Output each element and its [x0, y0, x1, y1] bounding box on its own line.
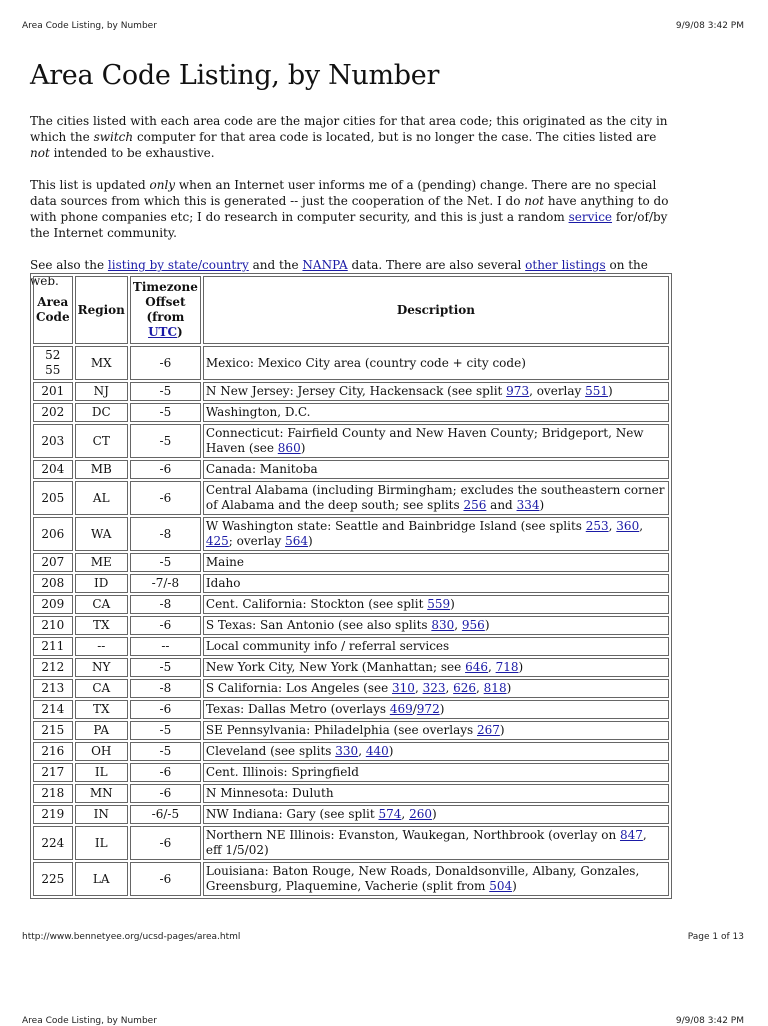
header-timezone: Timezone Offset (from UTC) — [130, 276, 201, 344]
description-cell — [203, 721, 669, 740]
timezone-cell: -8 — [130, 679, 201, 698]
region-cell: DC — [75, 403, 128, 422]
description-text: SE Pennsylvania: Philadelphia (see overlays — [205, 723, 477, 737]
intro-paragraph-1: The cities listed with each area code are the major cities for that area code; this originated as the city in which the switch computer for that area code is located, but is no longer the case. The cities listed are not intended to be exhaustive. — [30, 114, 668, 160]
description-cell — [203, 616, 669, 635]
region-cell: PA — [75, 721, 128, 740]
area-code-link[interactable]: 718 — [495, 660, 519, 674]
timezone-cell: -6 — [130, 784, 201, 803]
print-header-datetime: 9/9/08 3:42 PM — [675, 21, 744, 31]
page-title: Area Code Listing, by Number — [30, 60, 440, 91]
description-text: Local community info / referral services — [205, 639, 450, 653]
area-code-link[interactable]: 559 — [427, 597, 451, 611]
area-code-cell: 201 — [33, 382, 73, 401]
table-body — [33, 346, 669, 896]
area-code-link[interactable]: 626 — [453, 681, 477, 695]
area-code-cell: 206 — [33, 517, 73, 551]
area-code-cell: 209 — [33, 595, 73, 614]
description-text: ) — [450, 597, 455, 611]
area-code-link[interactable]: 551 — [585, 384, 609, 398]
description-text: ) — [308, 534, 313, 548]
area-code-link[interactable]: 360 — [616, 519, 640, 533]
description-text: S Texas: San Antonio (see also splits — [205, 618, 432, 632]
description-text: , — [639, 519, 644, 533]
description-cell — [203, 553, 669, 572]
area-code-cell: 52 55 — [33, 346, 73, 380]
area-code-link[interactable]: 973 — [506, 384, 530, 398]
table-row — [33, 637, 669, 656]
area-code-link[interactable]: 956 — [461, 618, 485, 632]
timezone-cell: -6 — [130, 826, 201, 860]
timezone-cell: -6 — [130, 346, 201, 380]
region-cell: MX — [75, 346, 128, 380]
description-text: Cleveland (see splits — [205, 744, 336, 758]
description-text: , eff 1/5/02) — [205, 828, 647, 857]
region-cell: IL — [75, 826, 128, 860]
description-text: ; overlay — [228, 534, 286, 548]
timezone-cell: -5 — [130, 403, 201, 422]
description-text: ) — [431, 807, 437, 821]
area-code-link[interactable]: 972 — [416, 702, 440, 716]
table-row — [33, 805, 669, 824]
region-cell: -- — [75, 637, 128, 656]
area-code-cell: 225 — [33, 862, 73, 896]
description-text: ) — [539, 498, 545, 512]
area-code-cell: 214 — [33, 700, 73, 719]
description-text: New York City, New York (Manhattan; see — [205, 660, 466, 674]
timezone-cell: -- — [130, 637, 201, 656]
area-code-cell: 211 — [33, 637, 73, 656]
table-row — [33, 460, 669, 479]
description-cell — [203, 826, 669, 860]
timezone-cell: -7/-8 — [130, 574, 201, 593]
next-page-header-title: Area Code Listing, by Number — [22, 1016, 157, 1026]
region-cell: MN — [75, 784, 128, 803]
description-text: N Minnesota: Duluth — [205, 786, 334, 800]
area-code-cell: 204 — [33, 460, 73, 479]
table-row — [33, 763, 669, 782]
region-cell: NY — [75, 658, 128, 677]
description-cell — [203, 763, 669, 782]
description-cell — [203, 382, 669, 401]
area-code-link[interactable]: 440 — [365, 744, 389, 758]
area-code-link[interactable]: 334 — [516, 498, 540, 512]
area-code-cell: 205 — [33, 481, 73, 515]
table-row — [33, 721, 669, 740]
area-code-cell: 215 — [33, 721, 73, 740]
table-row — [33, 742, 669, 761]
table-row — [33, 403, 669, 422]
description-cell — [203, 658, 669, 677]
description-cell — [203, 424, 669, 458]
nanpa-link[interactable]: NANPA — [302, 258, 348, 272]
area-code-link[interactable]: 830 — [431, 618, 455, 632]
description-text: ) — [506, 681, 512, 695]
print-header — [22, 21, 744, 31]
area-code-link[interactable]: 330 — [335, 744, 359, 758]
description-text: ) — [388, 744, 394, 758]
area-code-cell: 210 — [33, 616, 73, 635]
description-text: , — [445, 681, 454, 695]
description-text: ) — [499, 723, 505, 737]
region-cell: CT — [75, 424, 128, 458]
description-text: ) — [300, 441, 306, 455]
table-row — [33, 679, 669, 698]
region-cell: CA — [75, 595, 128, 614]
description-text: , — [476, 681, 484, 695]
description-text: ) — [512, 879, 517, 893]
description-text: , — [414, 681, 423, 695]
description-text: ) — [518, 660, 524, 674]
description-text: Canada: Manitoba — [205, 462, 318, 476]
region-cell: ME — [75, 553, 128, 572]
description-text: NW Indiana: Gary (see split — [205, 807, 379, 821]
other-listings-link[interactable]: other listings — [525, 258, 606, 272]
description-text: , overlay — [529, 384, 586, 398]
timezone-cell: -8 — [130, 517, 201, 551]
area-code-link[interactable]: 469 — [389, 702, 413, 716]
description-cell — [203, 481, 669, 515]
table-row — [33, 424, 669, 458]
area-code-link[interactable]: 267 — [476, 723, 500, 737]
description-cell — [203, 862, 669, 896]
description-text: , — [608, 519, 617, 533]
area-code-cell: 217 — [33, 763, 73, 782]
description-cell — [203, 460, 669, 479]
description-text: Texas: Dallas Metro (overlays — [205, 702, 390, 716]
header-area-code: Area Code — [33, 276, 73, 344]
description-text: S California: Los Angeles (see — [205, 681, 393, 695]
next-page-header-datetime: 9/9/08 3:42 PM — [675, 1016, 744, 1026]
timezone-cell: -5 — [130, 658, 201, 677]
description-text: , — [487, 660, 496, 674]
timezone-cell: -6 — [130, 460, 201, 479]
area-code-link[interactable]: 847 — [619, 828, 643, 842]
description-cell — [203, 805, 669, 824]
description-text: ) — [439, 702, 445, 716]
description-cell — [203, 679, 669, 698]
description-text: , — [401, 807, 410, 821]
description-text: W Washington state: Seattle and Bainbridge Island (see splits — [205, 519, 586, 533]
timezone-cell: -6 — [130, 616, 201, 635]
description-text: Cent. California: Stockton (see split — [205, 597, 428, 611]
region-cell: ID — [75, 574, 128, 593]
next-page-header — [22, 1016, 744, 1026]
description-cell — [203, 637, 669, 656]
description-cell — [203, 517, 669, 551]
area-code-cell: 219 — [33, 805, 73, 824]
description-text: Mexico: Mexico City area (country code + city code) — [205, 355, 526, 370]
timezone-cell: -6 — [130, 481, 201, 515]
header-description: Description — [203, 276, 669, 344]
table-row — [33, 658, 669, 677]
description-text: , — [358, 744, 366, 758]
region-cell: WA — [75, 517, 128, 551]
area-code-cell: 224 — [33, 826, 73, 860]
timezone-cell: -6 — [130, 763, 201, 782]
table-row — [33, 616, 669, 635]
table-row — [33, 574, 669, 593]
area-code-cell: 208 — [33, 574, 73, 593]
timezone-cell: -5 — [130, 424, 201, 458]
description-text: ) — [484, 618, 490, 632]
area-code-link[interactable]: 646 — [465, 660, 488, 674]
region-cell: CA — [75, 679, 128, 698]
intro-paragraph-3: See also the listing by state/country and the NANPA data. There are also several other listings on the web. — [30, 258, 648, 288]
description-text: Louisiana: Baton Rouge, New Roads, Donaldsonville, Albany, Gonzales, Greensburg, Plaquemine, Vacherie (split from — [205, 864, 640, 893]
timezone-cell: -6 — [130, 700, 201, 719]
area-code-table-wrapper — [30, 273, 672, 913]
description-text: / — [412, 702, 417, 716]
description-text: Maine — [205, 555, 244, 569]
timezone-cell: -5 — [130, 382, 201, 401]
area-code-cell: 213 — [33, 679, 73, 698]
region-cell: LA — [75, 862, 128, 896]
table-header-row — [33, 276, 669, 344]
area-code-link[interactable]: 818 — [483, 681, 507, 695]
area-code-link[interactable]: 310 — [392, 681, 415, 695]
description-text: N New Jersey: Jersey City, Hackensack (see split — [205, 384, 507, 398]
area-code-cell: 212 — [33, 658, 73, 677]
timezone-cell: -5 — [130, 742, 201, 761]
timezone-cell: -6 — [130, 862, 201, 896]
table-row — [33, 862, 669, 896]
area-code-link[interactable]: 564 — [285, 534, 308, 548]
area-code-link[interactable]: 425 — [205, 534, 229, 548]
area-code-cell: 207 — [33, 553, 73, 572]
region-cell: NJ — [75, 382, 128, 401]
area-code-link[interactable]: 256 — [463, 498, 487, 512]
utc-link[interactable]: UTC — [148, 325, 178, 339]
description-cell — [203, 784, 669, 803]
timezone-cell: -6/-5 — [130, 805, 201, 824]
table-row — [33, 826, 669, 860]
description-text: ) — [608, 384, 613, 398]
description-cell — [203, 346, 669, 380]
table-row — [33, 784, 669, 803]
area-code-link[interactable]: 260 — [409, 807, 432, 821]
region-cell: TX — [75, 616, 128, 635]
description-text: , — [454, 618, 462, 632]
area-code-cell: 216 — [33, 742, 73, 761]
area-code-cell: 203 — [33, 424, 73, 458]
area-code-link[interactable]: 574 — [378, 807, 402, 821]
timezone-cell: -5 — [130, 553, 201, 572]
description-cell — [203, 700, 669, 719]
area-code-cell: 218 — [33, 784, 73, 803]
table-row — [33, 346, 669, 380]
timezone-cell: -8 — [130, 595, 201, 614]
print-header-title: Area Code Listing, by Number — [22, 21, 157, 31]
header-region: Region — [75, 276, 128, 344]
description-text: Northern NE Illinois: Evanston, Waukegan, Northbrook (overlay on — [205, 828, 620, 842]
table-row — [33, 382, 669, 401]
timezone-cell: -5 — [130, 721, 201, 740]
area-code-table — [30, 273, 672, 899]
description-cell — [203, 574, 669, 593]
description-text: Idaho — [205, 576, 241, 590]
area-code-cell: 202 — [33, 403, 73, 422]
print-footer-url: http://www.bennetyee.org/ucsd-pages/area.html — [22, 932, 241, 942]
description-cell — [203, 403, 669, 422]
description-text: Central Alabama (including Birmingham; excludes the southeastern corner of Alabama and the deep south; see splits — [205, 483, 665, 512]
area-code-link[interactable]: 504 — [489, 879, 513, 893]
description-text: and — [486, 498, 517, 512]
table-row — [33, 700, 669, 719]
print-footer-page: Page 1 of 13 — [687, 932, 744, 942]
area-code-link[interactable]: 860 — [277, 441, 301, 455]
region-cell: AL — [75, 481, 128, 515]
intro-paragraph-2: This list is updated only when an Internet user informs me of a (pending) change. There are no special data sources from which this is generated -- just the cooperation of the Net. I do not have anything to do with phone companies etc; I do research in computer security, and this is just a random service for/of/by the Internet community. — [30, 178, 669, 240]
area-code-link[interactable]: 253 — [585, 519, 609, 533]
region-cell: IL — [75, 763, 128, 782]
table-row — [33, 553, 669, 572]
listing-by-state-link[interactable]: listing by state/country — [107, 258, 249, 272]
description-text: Washington, D.C. — [205, 405, 311, 419]
table-row — [33, 481, 669, 515]
service-link[interactable]: service — [568, 210, 613, 224]
region-cell: TX — [75, 700, 128, 719]
description-cell — [203, 742, 669, 761]
region-cell: OH — [75, 742, 128, 761]
print-footer — [22, 932, 744, 942]
region-cell: IN — [75, 805, 128, 824]
area-code-link[interactable]: 323 — [422, 681, 446, 695]
description-cell — [203, 595, 669, 614]
table-row — [33, 595, 669, 614]
region-cell: MB — [75, 460, 128, 479]
table-row — [33, 517, 669, 551]
description-text: Connecticut: Fairfield County and New Haven County; Bridgeport, New Haven (see — [205, 426, 644, 455]
description-text: Cent. Illinois: Springfield — [205, 765, 359, 779]
